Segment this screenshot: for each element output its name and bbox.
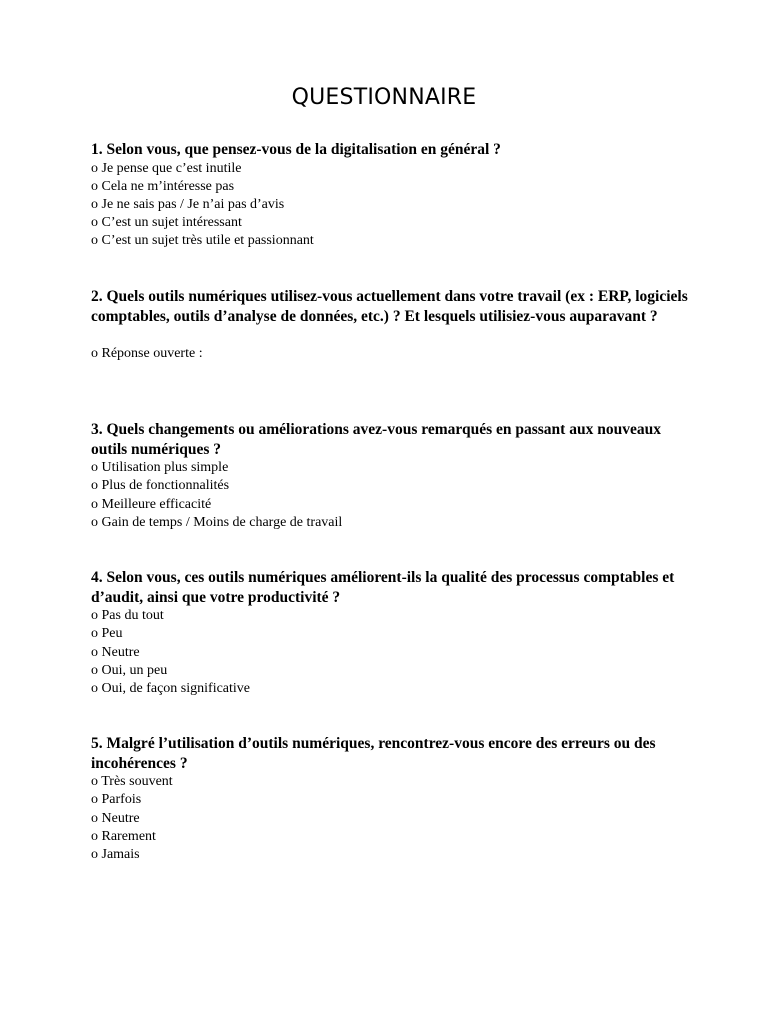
answer-options [91,459,691,532]
answer-option[interactable]: o Oui, un peu [91,662,168,678]
question-4 [91,568,691,698]
answer-option[interactable]: o Je pense que c’est inutile [91,160,242,176]
question-1 [91,140,691,251]
answer-option[interactable]: o Gain de temps / Moins de charge de travail [91,514,343,530]
answer-option[interactable]: o Je ne sais pas / Je n’ai pas d’avis [91,197,285,212]
answer-option[interactable]: o Plus de fonctionnalités [91,478,230,494]
answer-options [91,607,691,698]
answer-option[interactable]: o Peu [91,626,123,642]
answer-option[interactable]: o Rarement [91,828,156,844]
answer-option[interactable]: o Meilleure efficacité [91,496,212,512]
answer-option[interactable]: o Oui, de façon significative [91,681,251,696]
answer-option[interactable]: o Jamais [91,847,140,862]
question-2 [91,287,691,363]
document-title: QUESTIONNAIRE [291,85,477,110]
question-3 [91,420,691,532]
answer-options [91,773,691,864]
open-answer-option[interactable]: o Réponse ouverte : [91,346,203,362]
question-text: 2. Quels outils numériques utilisez-vous actuellement dans votre travail (ex : ERP, logiciels comptables, outils d’analyse de données, etc.) ? Et lesquels utilisiez-vous auparavant ? [91,288,688,325]
question-5 [91,734,691,864]
answer-options [91,160,691,251]
answer-option[interactable]: o Pas du tout [91,608,164,624]
answer-option[interactable]: o Utilisation plus simple [91,460,229,476]
answer-option[interactable]: o Neutre [91,644,140,660]
question-text: 3. Quels changements ou améliorations avez-vous remarqués en passant aux nouveaux outils numériques ? [91,421,661,458]
answer-option[interactable]: o Très souvent [91,774,173,790]
answer-option[interactable]: o C’est un sujet intéressant [91,215,242,231]
question-text: 5. Malgré l’utilisation d’outils numériques, rencontrez-vous encore des erreurs ou des incohérences ? [91,735,656,772]
question-text: 1. Selon vous, que pensez-vous de la digitalisation en général ? [91,141,501,158]
question-text: 4. Selon vous, ces outils numériques améliorent-ils la qualité des processus comptables et d’audit, ainsi que votre productivité ? [91,569,675,606]
answer-options [91,345,691,363]
answer-option[interactable]: o Cela ne m’intéresse pas [91,178,235,194]
answer-option[interactable]: o Parfois [91,792,142,808]
answer-option[interactable]: o Neutre [91,810,140,826]
answer-option[interactable]: o C’est un sujet très utile et passionnant [91,233,314,249]
